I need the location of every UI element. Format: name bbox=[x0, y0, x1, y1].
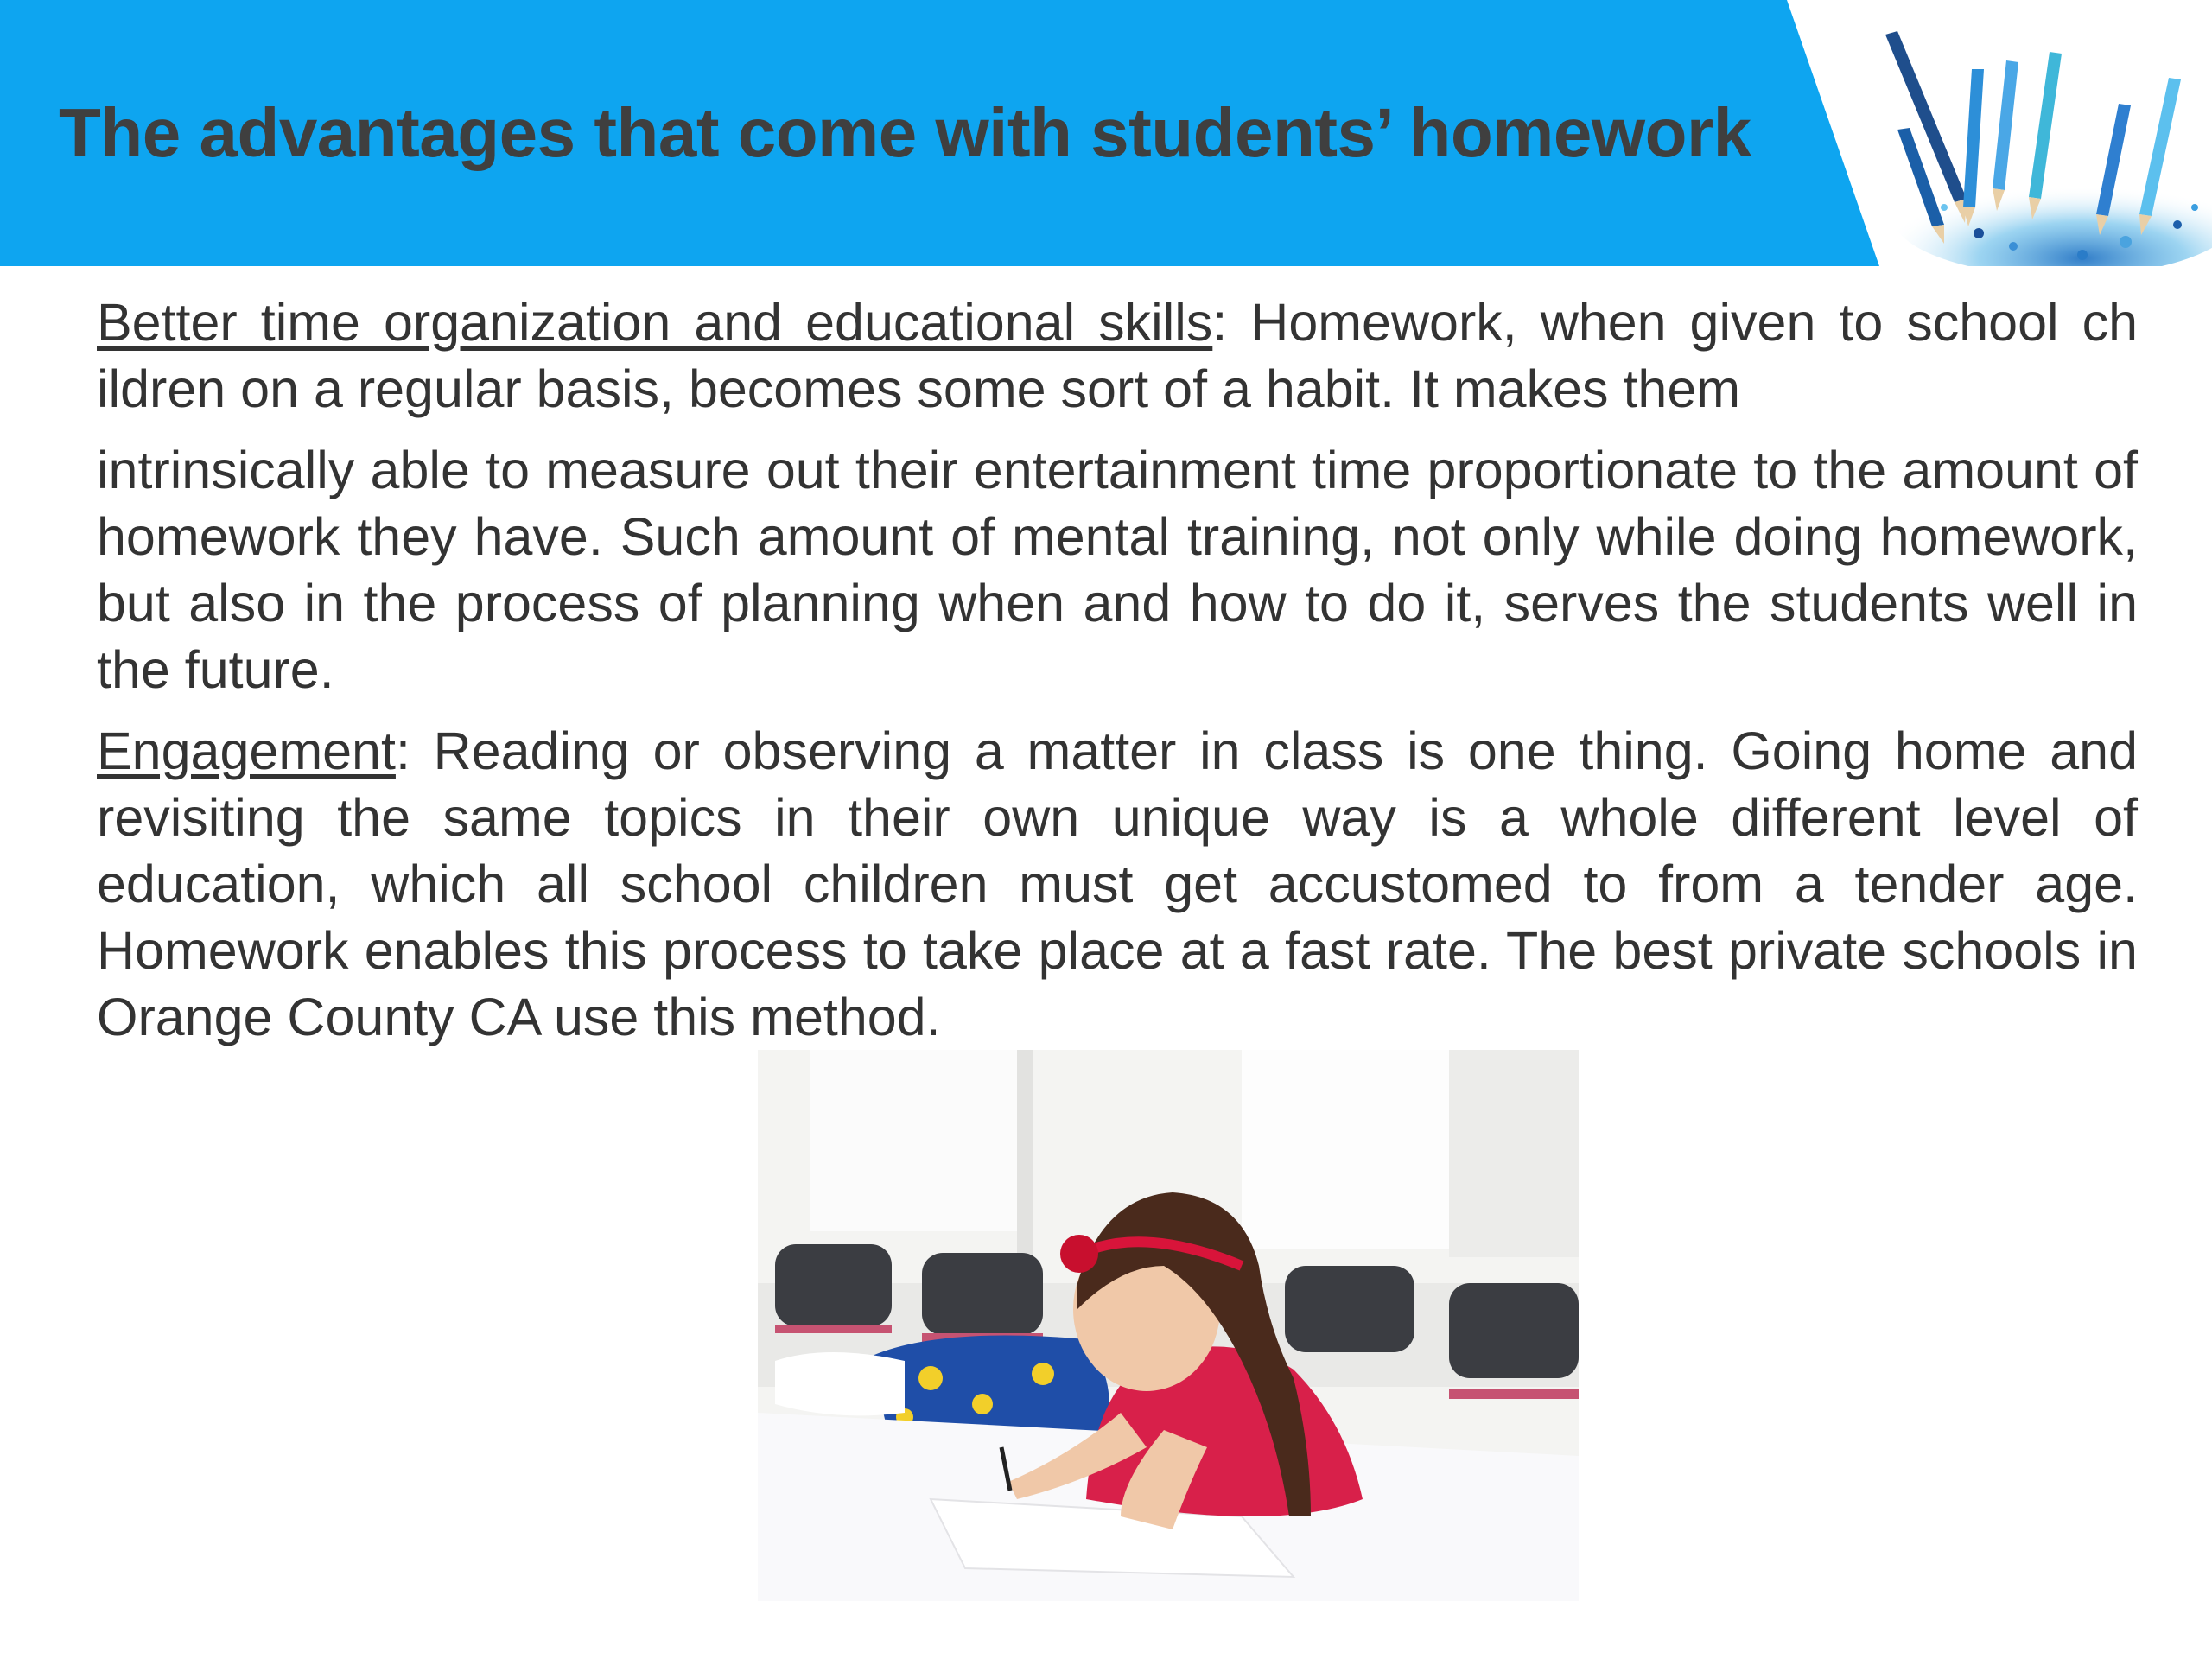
slide-body bbox=[97, 289, 2138, 1065]
paragraph-engagement bbox=[97, 718, 2138, 1051]
slide-header bbox=[0, 0, 2212, 266]
heading-engagement: Engagement bbox=[97, 721, 396, 780]
slide-title: The advantages that come with students’ homework bbox=[59, 94, 1751, 171]
girl-doing-homework-photo bbox=[758, 1050, 1579, 1601]
paragraph-text: : Reading or observing a matter in class is one thing. Going home and revisiting the same topics in their own unique way is a whole different level of education, which all school children must get accustomed to from a tender age. Homework enables this process to take place at a fast rate. The best private schools in Orange County CA use this method. bbox=[97, 721, 2138, 1046]
paragraph-text: : Homework, when given to school ch ildren on a regular basis, becomes some sort of a habit. It makes them bbox=[97, 293, 2139, 418]
heading-time-organization: Better time organization and educational skills bbox=[97, 293, 1213, 352]
paragraph-intrinsic bbox=[97, 437, 2138, 703]
paragraph-text: intrinsically able to measure out their entertainment time proportionate to the amount of homework they have. Such amount of mental training, not only while doing homework, but also in the process of planning when and how to do it, serves the students well in the future. bbox=[97, 441, 2138, 699]
paragraph-time-organization bbox=[97, 289, 2138, 423]
